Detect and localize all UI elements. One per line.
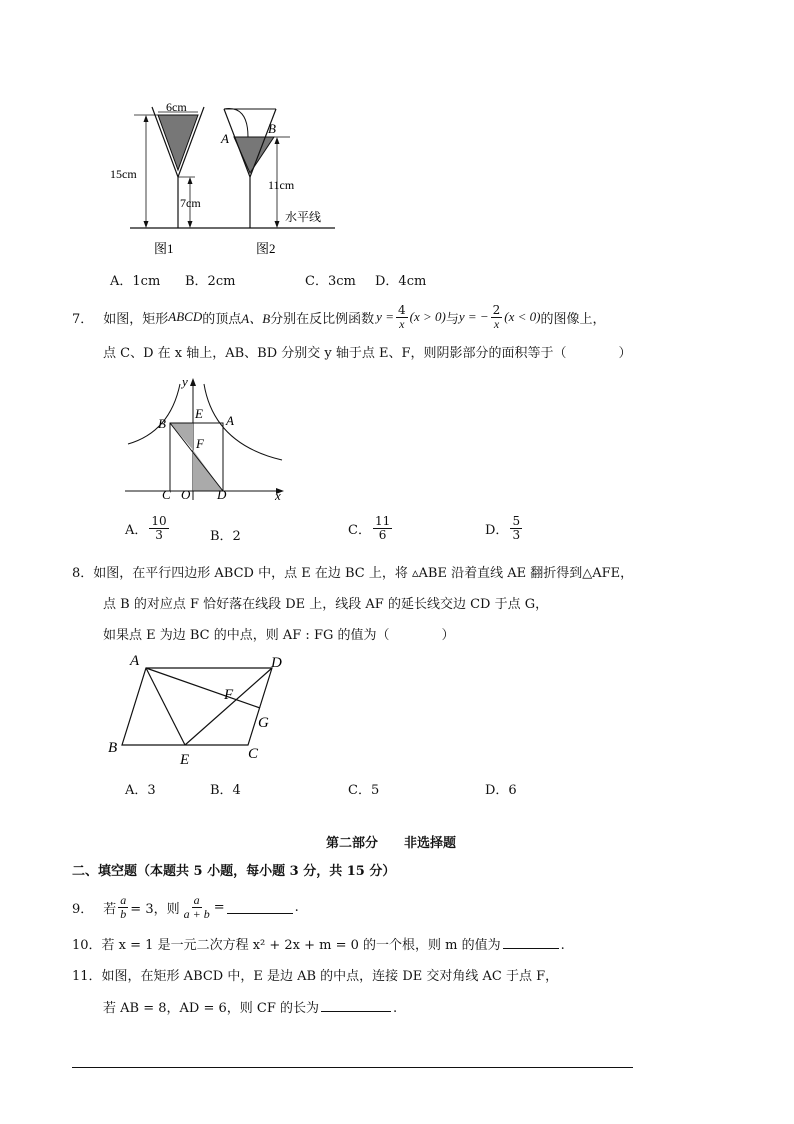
q11-line2 — [103, 997, 397, 1016]
label-15cm: 15cm — [110, 167, 137, 181]
q8-choice-a: A．3 — [125, 783, 156, 798]
q7-text-1: 如图，矩形 — [103, 311, 169, 327]
q9-answer-blank[interactable] — [227, 901, 293, 914]
q7-choice-c: C． $\frac{11}{6}$ — [348, 514, 391, 542]
q7-abcd: ABCD — [168, 309, 203, 324]
q7-label-c: C — [162, 487, 171, 502]
q7-text-2: 的顶点 — [202, 311, 242, 327]
q7-f1-cond: (x > 0) — [409, 309, 446, 324]
q8-label-g: G — [258, 715, 269, 731]
q7-number: 7． — [72, 311, 94, 327]
q9-fraction-2: $\frac{a}{a + b}$ — [183, 892, 210, 921]
q7-label-a: A — [226, 413, 234, 428]
q7-label-d: D — [217, 487, 227, 502]
q6-choice-c: C．3cm — [305, 274, 356, 289]
q9-text-3: = — [213, 899, 225, 915]
q9-text-2: = 3，则 — [130, 901, 180, 917]
funnel-figure — [110, 95, 350, 260]
q6-choice-d: D．4cm — [375, 274, 427, 289]
q8-label-e: E — [180, 752, 190, 768]
q6-choice-b: B．2cm — [185, 274, 236, 289]
q7-fraction-2: $\frac{2}{x}$ — [492, 302, 501, 331]
q8-label-c: C — [248, 746, 259, 762]
q10-line — [72, 934, 565, 953]
q10-answer-blank[interactable] — [503, 936, 559, 949]
label-11cm: 11cm — [268, 178, 295, 192]
q11-answer-blank[interactable] — [321, 999, 391, 1012]
q7-label-f: F — [196, 436, 204, 451]
q8-label-f: F — [224, 687, 234, 703]
q11-end: . — [392, 1001, 398, 1016]
caption-fig2: 图2 — [256, 241, 276, 256]
q7-text-3: 分别在反比例函数 — [270, 311, 375, 327]
q9-fraction-1: $\frac{a}{b}$ — [120, 892, 127, 921]
q7-figure — [120, 372, 295, 502]
q10-end: . — [560, 938, 565, 953]
q7-choice-b: B．2 — [210, 529, 241, 544]
q11-line1: 11．如图，在矩形 ABCD 中，E 是边 AB 的中点，连接 DE 交对角线 AC 于点 F， — [72, 969, 559, 984]
q7-text-4: 与 — [445, 311, 459, 327]
label-horizontal: 水平线 — [285, 210, 322, 224]
q7-line2: 点 C、D 在 x 轴上，AB、BD 分别交 y 轴于点 E、F，则阴影部分的面积等于（ ） — [103, 346, 632, 361]
q8-figure — [100, 648, 300, 770]
q8-label-b: B — [108, 740, 118, 756]
label-point-a: A — [221, 131, 229, 146]
q7-f2-lhs: y = − — [458, 309, 489, 324]
q7-ab: A、B — [241, 310, 271, 326]
q7-label-y: y — [182, 374, 188, 389]
q7-label-x: x — [275, 488, 281, 503]
section-heading: 二、填空题（本题共 5 小题，每小题 3 分，共 15 分） — [72, 864, 396, 879]
q10-text: 10．若 x = 1 是一元二次方程 x² + 2x + m = 0 的一个根，则 m 的值为 — [72, 938, 501, 953]
q7-text-5: 的图像上， — [540, 311, 606, 327]
caption-fig1: 图1 — [154, 241, 174, 256]
q8-line1: 8．如图，在平行四边形 ABCD 中，点 E 在边 BC 上，将 ▵ABE 沿着直线 AE 翻折得到△AFE， — [72, 566, 634, 581]
q9-line — [72, 890, 299, 924]
q8-choice-b: B．4 — [210, 783, 241, 798]
label-point-b: B — [268, 121, 276, 136]
label-7cm: 7cm — [180, 196, 201, 210]
bottom-divider — [72, 1067, 633, 1068]
q9-end: . — [294, 899, 299, 915]
q7-f1-lhs: y = — [376, 309, 394, 324]
label-6cm: 6cm — [166, 100, 187, 114]
q7-label-o: O — [181, 487, 191, 502]
q11-text: 若 AB = 8，AD = 6，则 CF 的长为 — [103, 1001, 319, 1016]
q7-choice-a: A． $\frac{10}{3}$ — [125, 514, 167, 542]
q7-label-b: B — [158, 416, 166, 431]
q7-fraction-1: $\frac{4}{x}$ — [397, 302, 406, 331]
q8-choice-d: D．6 — [485, 783, 517, 798]
q8-line2: 点 B 的对应点 F 恰好落在线段 DE 上，线段 AF 的延长线交边 CD 于点 G， — [103, 597, 549, 612]
q7-label-e: E — [195, 406, 203, 421]
q8-line3: 如果点 E 为边 BC 的中点，则 AF : FG 的值为（ ） — [103, 628, 455, 643]
q7-choice-d: D． $\frac{5}{3}$ — [485, 514, 521, 542]
q7-line1 — [72, 302, 606, 332]
q8-label-d: D — [271, 655, 282, 671]
q7-f2-cond: (x < 0) — [504, 309, 541, 324]
q9-text-1: 若 — [103, 901, 117, 917]
q9-number: 9． — [72, 901, 94, 917]
q8-label-a: A — [130, 653, 140, 669]
q6-choice-a: A．1cm — [110, 274, 161, 289]
part-title: 第二部分 非选择题 — [326, 836, 457, 851]
q8-choice-c: C．5 — [348, 783, 380, 798]
